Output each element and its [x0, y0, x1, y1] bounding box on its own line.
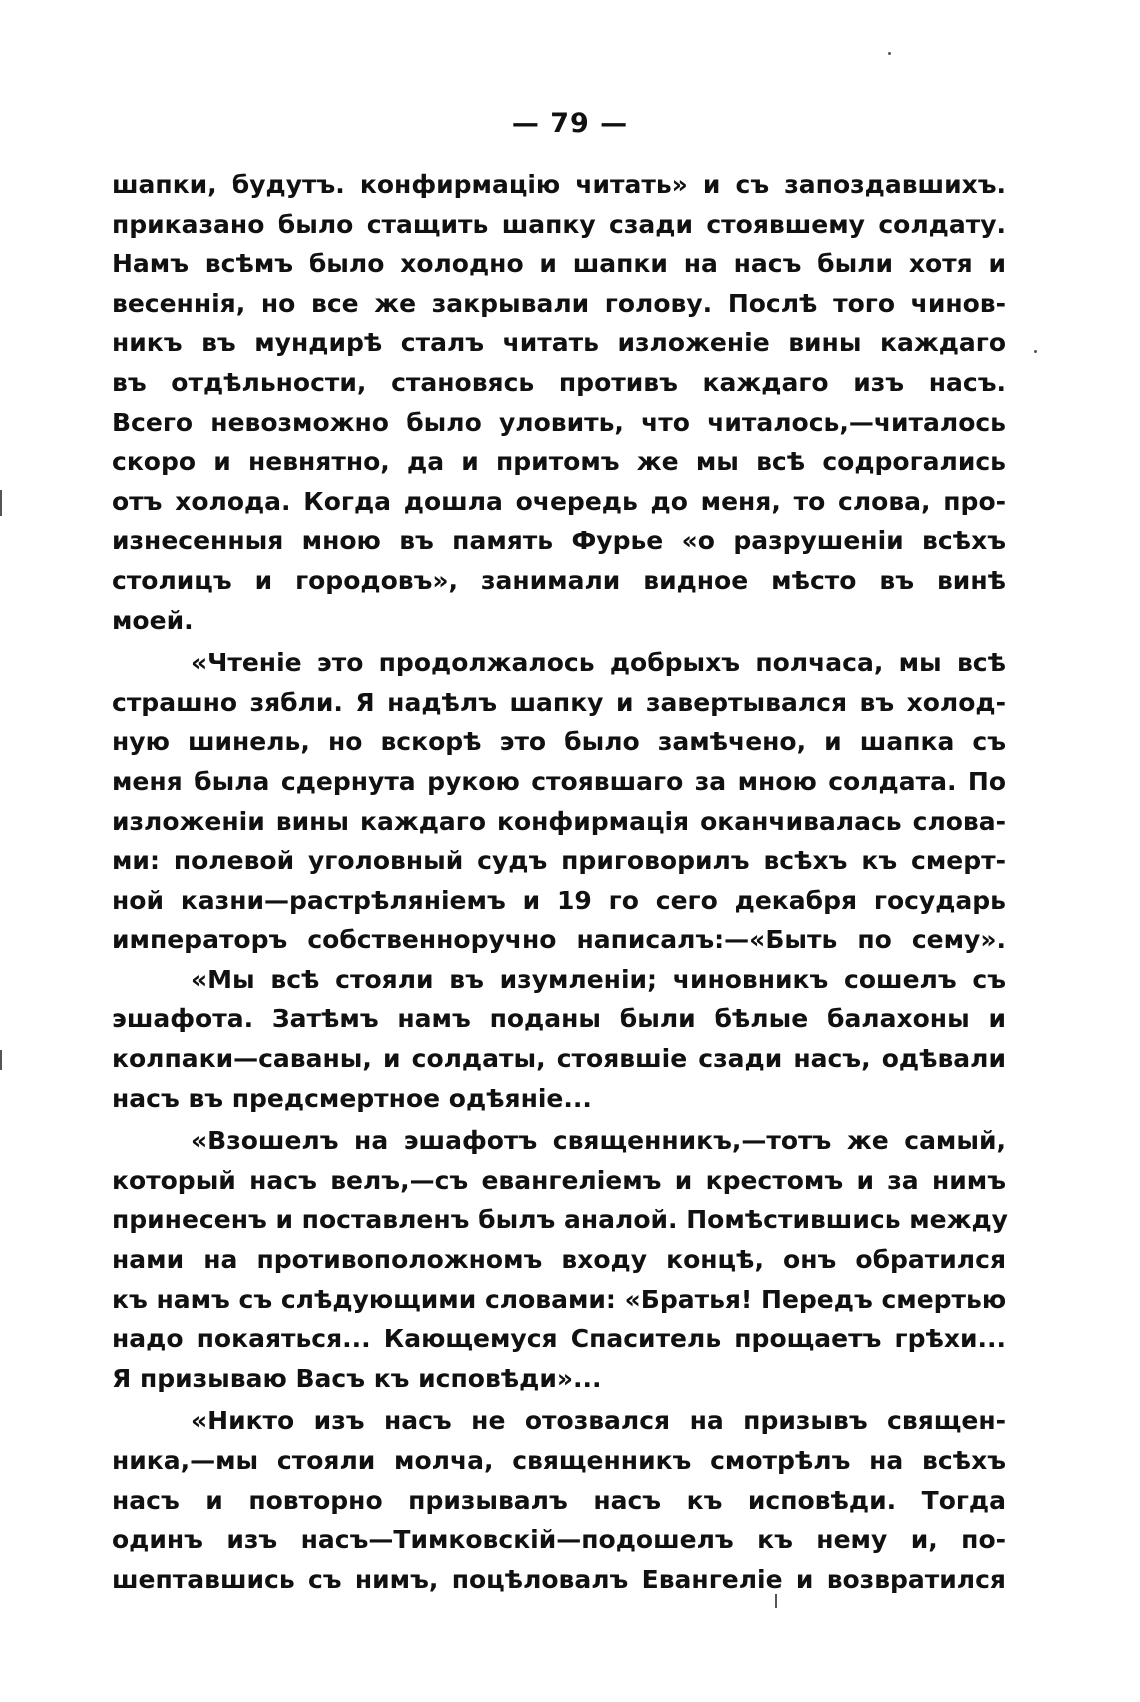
scan-edge-mark: [0, 490, 2, 516]
text-line: отъ холода. Когда дошла очередь до меня, то слова, про-: [112, 486, 1006, 516]
text-line: столицъ и городовъ», занимали видное мѣсто въ винѣ: [112, 565, 1006, 595]
text-line: колпаки—саваны, и солдаты, стоявшіе сзади насъ, одѣвали: [112, 1044, 1006, 1074]
text-line: принесенъ и поставленъ былъ аналой. Помѣстившись между: [112, 1205, 1008, 1235]
text-line: моей.: [112, 605, 194, 635]
text-line: Я призываю Васъ къ исповѣди»...: [112, 1363, 602, 1393]
paragraph-first-line: «Никто изъ насъ не отозвался на призывъ священ-: [191, 1406, 1006, 1436]
text-line: насъ въ предсмертное одѣяніе...: [112, 1083, 592, 1113]
text-line: нами на противоположномъ входу концѣ, онъ обратился: [112, 1245, 1006, 1275]
text-line: къ намъ съ слѣдующими словами: «Братья! Передъ смертью: [112, 1284, 1007, 1314]
scan-speck: [1034, 350, 1037, 353]
text-line: меня была сдернута рукою стоявшаго за мною солдата. По: [112, 766, 1006, 796]
scan-edge-mark: [0, 1050, 2, 1070]
text-line: изнесенныя мною въ память Фурье «о разрушеніи всѣхъ: [112, 526, 1006, 556]
text-line: эшафота. Затѣмъ намъ поданы были бѣлые балахоны и: [112, 1004, 1006, 1034]
text-line: страшно зябли. Я надѣлъ шапку и завертывался въ холод-: [112, 687, 1006, 717]
text-line: скоро и невнятно, да и притомъ же мы всѣ содрогались: [112, 447, 1006, 477]
text-line: ную шинель, но вскорѣ это было замѣчено, и шапка съ: [112, 727, 1006, 757]
text-line: надо покаяться... Кающемуся Спаситель прощаетъ грѣхи...: [112, 1324, 1006, 1354]
scan-speck: [888, 52, 891, 55]
body-text: [112, 165, 1006, 1599]
text-line: ной казни—растрѣляніемъ и 19 го сего декабря государь: [112, 885, 1006, 915]
text-line: шапки, будутъ. конфирмацію читать» и съ запоздавшихъ.: [112, 170, 1006, 199]
text-line: изложеніи вины каждаго конфирмація оканчивалась слова-: [112, 806, 1006, 836]
paragraph-first-line: «Чтеніе это продолжалось добрыхъ полчаса, мы всѣ: [191, 648, 1006, 678]
text-line: Намъ всѣмъ было холодно и шапки на насъ были хотя и: [112, 249, 1006, 279]
text-line: ми: полевой уголовный судъ приговорилъ всѣхъ къ смерт-: [112, 846, 1006, 876]
text-line: приказано было стащить шапку сзади стоявшему солдату.: [112, 209, 1006, 239]
text-line: никъ въ мундирѣ сталъ читать изложеніе вины каждаго: [112, 328, 1006, 358]
paragraph-first-line: «Мы всѣ стояли въ изумленіи; чиновникъ сошелъ съ: [191, 964, 1006, 994]
paragraph-first-line: «Взошелъ на эшафотъ священникъ,—тотъ же самый,: [191, 1126, 1006, 1156]
text-line: императоръ собственноручно написалъ:—«Быть по сему».: [112, 925, 1006, 955]
text-line: ника,—мы стояли молча, священникъ смотрѣлъ на всѣхъ: [112, 1446, 1006, 1475]
text-line: насъ и повторно призывалъ насъ къ исповѣди. Тогда: [112, 1485, 1006, 1515]
page-number: — 79 —: [511, 108, 629, 139]
text-line: въ отдѣльности, становясь противъ каждаго изъ насъ.: [112, 367, 1006, 397]
scan-speck: [775, 1594, 777, 1608]
text-line: шептавшись съ нимъ, поцѣловалъ Евангеліе и возвратился: [112, 1564, 1006, 1594]
text-line: одинъ изъ насъ—Тимковскій—подошелъ къ нему и, по-: [112, 1525, 1006, 1555]
text-line: весеннія, но все же закрывали голову. Послѣ того чинов-: [112, 288, 1006, 318]
text-line: Всего невозможно было уловить, что читалось,—читалось: [112, 407, 1006, 437]
text-line: который насъ велъ,—съ евангеліемъ и крестомъ и за нимъ: [112, 1165, 1006, 1195]
